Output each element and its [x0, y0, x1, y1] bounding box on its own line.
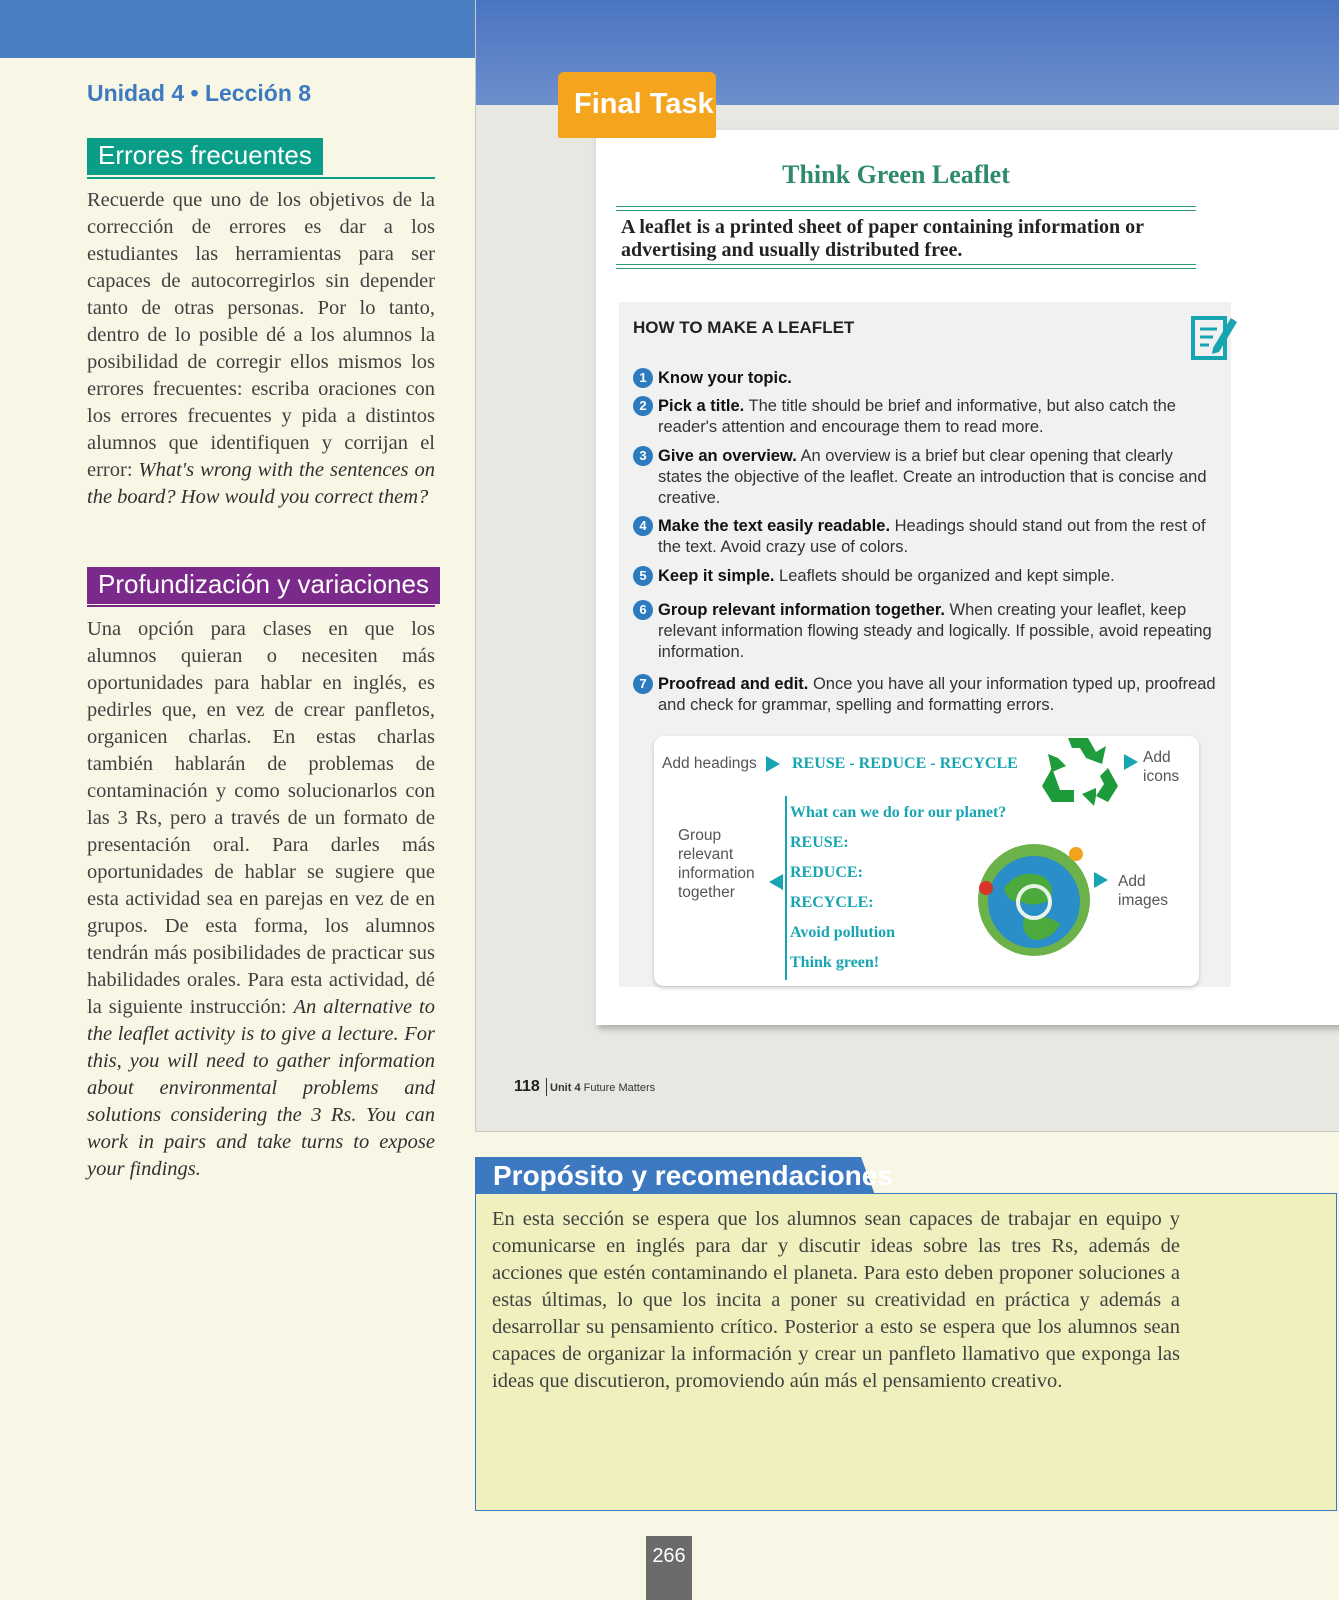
folio-divider	[546, 1078, 547, 1096]
leaflet-definition: A leaflet is a printed sheet of paper containing information or advertising and usually distributed free.	[621, 216, 1144, 261]
sample-line: RECYCLE:	[790, 894, 874, 911]
errores-frecuentes-heading: Errores frecuentes	[87, 138, 323, 175]
how-to-heading: HOW TO MAKE A LEAFLET	[633, 318, 855, 337]
step-title: Keep it simple.	[658, 567, 775, 585]
sample-headline: REUSE - REDUCE - RECYCLE	[792, 755, 1018, 772]
step-body: The title should be brief and informative, but also catch the reader's attention and encourage them to read more.	[658, 397, 1176, 436]
step-3	[636, 446, 1216, 509]
step-body: When creating your leaflet, keep relevant information flowing steady and logically. If possible, avoid repeating information.	[658, 601, 1212, 661]
sample-question: What can we do for our planet?	[790, 804, 1007, 821]
errores-italic-example: What's wrong with the sentences on the board? How would you correct them?	[87, 459, 435, 508]
green-planet-image	[964, 828, 1104, 968]
arrow-right-icon	[766, 756, 780, 772]
step-7	[636, 674, 1216, 716]
step-6	[636, 600, 1216, 663]
step-number: 3	[633, 446, 653, 466]
errores-underline	[87, 177, 435, 179]
add-headings-label: Add headings	[662, 755, 757, 772]
step-title: Make the text easily readable.	[658, 517, 891, 535]
profundizacion-heading: Profundización y variaciones	[87, 567, 440, 604]
group-info-label: Group relevant information together	[678, 827, 755, 901]
final-task-label: Final Task	[574, 88, 714, 120]
page-number: 266	[652, 1545, 686, 1567]
step-number: 7	[633, 674, 653, 694]
add-icons-label: Add icons	[1143, 749, 1180, 785]
definition-rule-2	[616, 268, 1196, 269]
step-4	[636, 516, 1216, 558]
arrow-right-icon	[1124, 754, 1138, 770]
step-title: Group relevant information together.	[658, 601, 945, 619]
profundizacion-underline	[87, 605, 435, 607]
unit-number: Unit 4	[550, 1082, 581, 1094]
proposito-text: En esta sección se espera que los alumnos sean capaces de trabajar en equipo y comunicarse en inglés para dar y discutir ideas sobre las tres Rs, además de acciones que estén contaminando el planeta. Para esto deben proponer soluciones a estas últimas, lo que los incita a poner su creatividad en práctica y además a desarrollar su pensamiento crítico. Posterior a esto se espera que los alumnos sean capaces de organizar la información y crear un panfleto llamativo que exponga las ideas que discutieron, promoviendo aún más el pensamiento creativo.	[492, 1208, 1180, 1392]
profundizacion-text: Una opción para clases en que los alumnos quieran o necesiten más oportunidades para hablar en inglés, es pedirles que, en vez de crear panfletos, organicen charlas. En estas charlas también hablarán de problemas de contaminación y como solucionarlos con las 3 Rs, pero a través de un formato de presentación oral. Para darles más oportunidades de hablar se sugiere que esta actividad sea en parejas en vez de en grupos. De esta forma, los alumnos tendrán más posibilidades de practicar sus habilidades orales. Para esta actividad, dé la siguiente instrucción: An alternative to the leaflet activity is to give a lecture. For this, you will need to gather information about environmental problems and solutions considering the 3 Rs. You can work in pairs and take turns to expose your findings.	[87, 618, 436, 1180]
step-title: Give an overview.	[658, 447, 797, 465]
student-book-page	[475, 0, 1339, 1132]
step-number: 5	[633, 566, 653, 586]
sample-line: REDUCE:	[790, 864, 863, 881]
recycle-icon	[1038, 728, 1124, 808]
title-rule-top	[616, 206, 1196, 207]
step-number: 1	[633, 368, 653, 388]
bracket-line	[785, 796, 787, 980]
step-number: 4	[633, 516, 653, 536]
step-body: Headings should stand out from the rest of the text. Avoid crazy use of colors.	[658, 517, 1206, 556]
edit-notepad-icon	[1191, 312, 1237, 364]
arrow-right-icon	[1094, 872, 1108, 888]
arrow-left-icon	[769, 874, 783, 890]
step-number: 6	[633, 600, 653, 620]
definition-rule	[616, 264, 1196, 265]
leaflet-title: Think Green Leaflet	[782, 160, 1010, 189]
proposito-heading: Propósito y recomendaciones	[493, 1160, 893, 1191]
top-band	[0, 0, 475, 58]
unit-title: Future Matters	[583, 1082, 656, 1094]
step-5	[636, 566, 1216, 587]
sample-line: REUSE:	[790, 834, 849, 851]
errores-frecuentes-text: Recuerde que uno de los objetivos de la corrección de errores es dar a los estudiantes las herramientas para ser capaces de autocorregirlos sin depender tanto de otras personas. Por lo tanto, dentro de lo posible dé a los alumnos la posibilidad de corregir ellos mismos los errores frecuentes: escriba oraciones con los errores frecuentes y pida a distintos alumnos que identifiquen y corrijan el error: What's wrong with the sentences on the board? How would you correct them?	[87, 189, 435, 508]
step-1	[636, 368, 1216, 389]
book-unit-footer	[550, 1082, 655, 1094]
sample-leaflet	[654, 736, 1199, 986]
add-images-label: Add images	[1118, 873, 1168, 909]
step-body: Leaflets should be organized and kept simple.	[774, 567, 1115, 585]
profundizacion-italic-instruction: An alternative to the leaflet activity is to give a lecture. For this, you will need to gather information about environmental problems and solutions considering the 3 Rs. You can work in pairs and take turns to expose your findings.	[87, 996, 436, 1180]
sample-line: Think green!	[790, 954, 880, 971]
title-rule-top-2	[616, 210, 1196, 211]
step-body: An overview is a brief but clear opening that clearly states the objective of the leaflet. Create an introduction that is concise and creative.	[658, 447, 1207, 507]
step-body: Once you have all your information typed up, proofread and check for grammar, spelling and formatting errors.	[658, 675, 1216, 714]
step-title: Proofread and edit.	[658, 675, 809, 693]
unit-lesson-heading: Unidad 4 • Lección 8	[87, 80, 312, 106]
step-2	[636, 396, 1216, 438]
sample-line: Avoid pollution	[790, 924, 896, 941]
book-page-number: 118	[514, 1078, 540, 1095]
step-title: Know your topic.	[658, 369, 792, 387]
step-number: 2	[633, 396, 653, 416]
step-title: Pick a title.	[658, 397, 745, 415]
